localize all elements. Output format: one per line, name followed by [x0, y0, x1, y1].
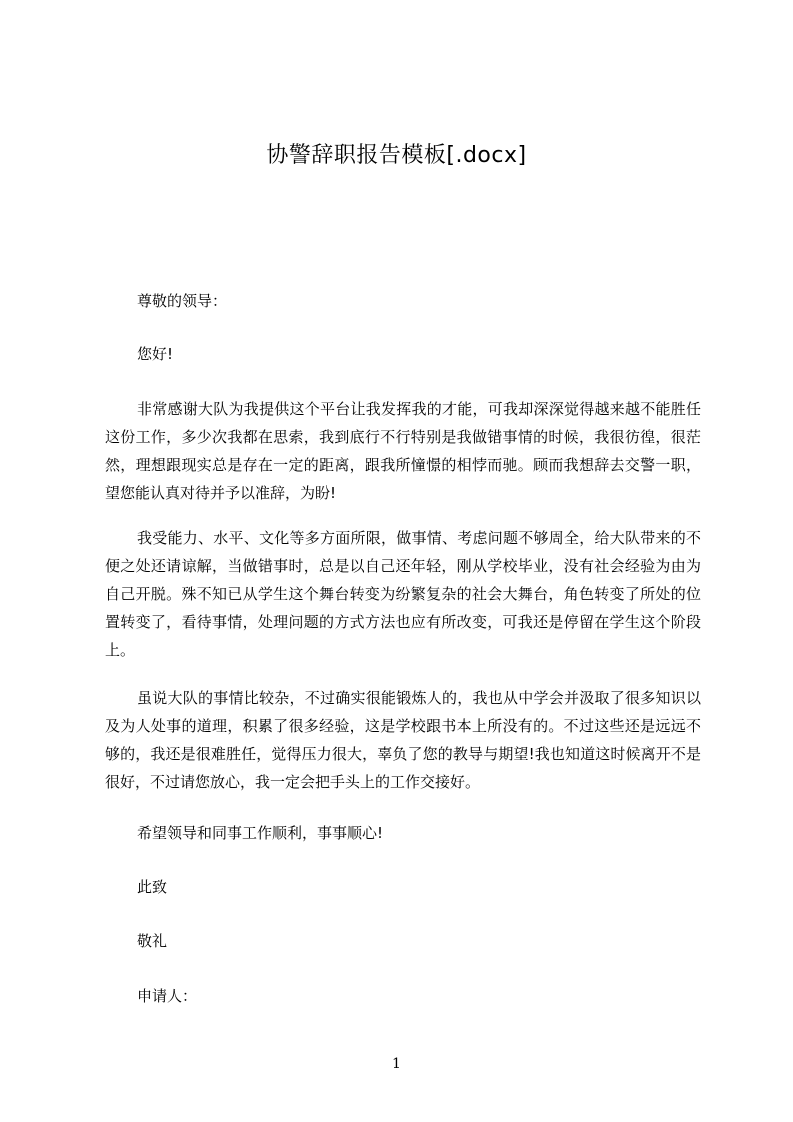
closing-phrase: 此致: [137, 878, 168, 896]
page-number: 1: [392, 1056, 401, 1072]
regards-phrase: 敬礼: [137, 932, 168, 950]
body-paragraph-3: 虽说大队的事情比较杂，不过确实很能锻炼人的，我也从中学会并汲取了很多知识以及为人处事的道理，积累了很多经验，这是学校跟书本上所没有的。不过这些还是远远不够的，我还是很难胜任，觉得压力很大，辜负了您的教导与期望!我也知道这时候离开不是很好，不过请您放心，我一定会把手头上的工作交接好。: [105, 689, 701, 791]
body-paragraph-2: 我受能力、水平、文化等多方面所限，做事情、考虑问题不够周全，给大队带来的不便之处还请谅解，当做错事时，总是以自己还年轻，刚从学校毕业，没有社会经验为由为自己开脱。殊不知已从学生这个舞台转变为纷繁复杂的社会大舞台，角色转变了所处的位置转变了，看待事情，处理问题的方式方法也应有所改变，可我还是停留在学生这个阶段上。: [105, 529, 701, 659]
body-paragraph-1: 非常感谢大队为我提供这个平台让我发挥我的才能，可我却深深觉得越来越不能胜任这份工作，多少次我都在思索，我到底行不行特别是我做错事情的时候，我很彷徨，很茫然，理想跟现实总是存在一定的距离，跟我所憧憬的相悖而驰。顾而我想辞去交警一职，望您能认真对待并予以准辞，为盼!: [105, 400, 701, 502]
greeting: 您好!: [137, 345, 174, 363]
closing-wish: 希望领导和同事工作顺利，事事顺心!: [137, 824, 384, 842]
salutation: 尊敬的领导：: [137, 292, 228, 310]
applicant-label: 申请人：: [137, 987, 198, 1005]
document-title: 协警辞职报告模板[.docx]: [266, 143, 527, 168]
